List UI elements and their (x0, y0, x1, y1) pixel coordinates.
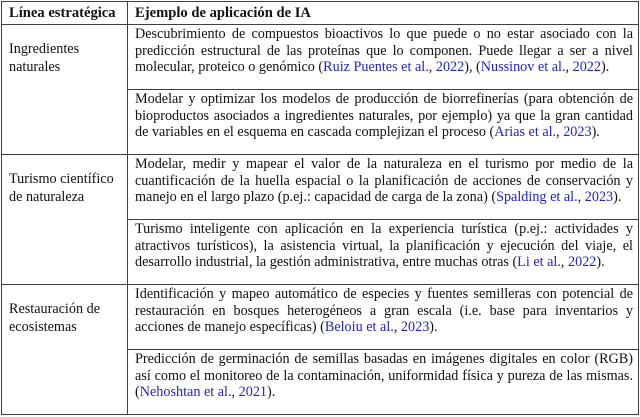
table-body (2, 25, 638, 414)
application-example-cell (128, 349, 638, 414)
cell-text: Turismo inteligente con aplicación en la experiencia turística (p.ej.: actividades y atractivos turísticos), la asistencia virtual, la planificación y ejecución del viaje, el desarrollo industrial, la gestión administrativa, entre muchas otras ( (135, 221, 633, 270)
strategy-line-label: Restauración de ecosistemas (2, 285, 128, 414)
cell-text: , (231, 384, 239, 400)
cell-text: Modelar, medir y mapear el valor de la naturaleza en el turismo por medio de la cuantificación de la huella espacial o la planificación de acciones de conservación y manejo en el largo plazo (p.ej.: capacidad de carga de la zona) ( (135, 156, 633, 205)
cell-text: , (428, 59, 436, 75)
ai-applications-table (1, 1, 639, 415)
cell-text: , (577, 189, 585, 205)
citation-link[interactable]: Nussinov et al. (480, 59, 566, 75)
cell-text: ). (591, 124, 600, 140)
cell-text: ). (613, 189, 622, 205)
citation-link[interactable]: 2022 (568, 254, 597, 270)
cell-text: Identificación y mapeo automático de especies y fuentes semilleras con potencial de restauración en bosques heterogéneos a gran escala (i.e. base para inventarios y acciones de manejo específicas) ( (135, 286, 633, 335)
example-rows (128, 25, 638, 154)
cell-text: Modelar y optimizar los modelos de producción de biorrefinerías (para obtención de bioproductos asociados a ingredientes naturales, por ejemplo) ya que la gran cantidad de variables en el esquema en cascada complejizan el proceso ( (135, 91, 633, 140)
citation-link[interactable]: Spalding et al. (496, 189, 578, 205)
citation-link[interactable]: 2023 (563, 124, 592, 140)
citation-link[interactable]: 2023 (584, 189, 614, 205)
citation-link[interactable]: Ruiz Puentes et al. (323, 59, 429, 75)
column-header-ejemplo-aplicacion-ia: Ejemplo de aplicación de IA (135, 5, 311, 21)
cell-text: , (393, 319, 401, 335)
table-header-row (2, 2, 638, 25)
cell-text: , (560, 254, 568, 270)
citation-link[interactable]: Li et al. (517, 254, 561, 270)
cell-text: ). (596, 254, 605, 270)
cell-text: Predicción de germinación de semillas basadas en imágenes digitales en color (RGB) así como el monitoreo de la contaminación, uniformidad física y pureza de las mismas. ( (135, 351, 633, 400)
application-example-cell (128, 219, 638, 284)
citation-link[interactable]: Arias et al. (494, 124, 557, 140)
table-group (2, 25, 638, 154)
citation-link[interactable]: 2022 (435, 59, 465, 75)
cell-text: Descubrimiento de compuestos bioactivos lo que puede o no estar asociado con la predicción estructural de las proteínas que lo componen. Puede llegar a ser a nivel molecular, proteico o genómico ( (135, 26, 633, 75)
citation-link[interactable]: Beloiu et al. (324, 319, 394, 335)
strategy-line-label: Turismo científico de naturaleza (2, 155, 128, 284)
citation-link[interactable]: 2021 (238, 384, 267, 400)
example-rows (128, 155, 638, 284)
cell-text: ). (600, 59, 610, 75)
citation-link[interactable]: 2022 (572, 59, 601, 75)
cell-text: ), ( (464, 59, 481, 75)
application-example-cell (128, 89, 638, 154)
strategy-line-label: Ingredientes naturales (2, 25, 128, 154)
table-group (2, 284, 638, 414)
application-example-cell (128, 285, 638, 349)
cell-text: ). (267, 384, 276, 400)
application-example-cell (128, 155, 638, 219)
cell-text: , (556, 124, 564, 140)
citation-link[interactable]: 2023 (400, 319, 430, 335)
application-example-cell (128, 25, 638, 89)
table-group (2, 154, 638, 284)
citation-link[interactable]: Nehoshtan et al. (139, 384, 232, 400)
cell-text: ). (429, 319, 438, 335)
example-rows (128, 285, 638, 414)
column-header-linea-estrategica: Línea estratégica (2, 2, 128, 24)
cell-text: , (565, 59, 573, 75)
